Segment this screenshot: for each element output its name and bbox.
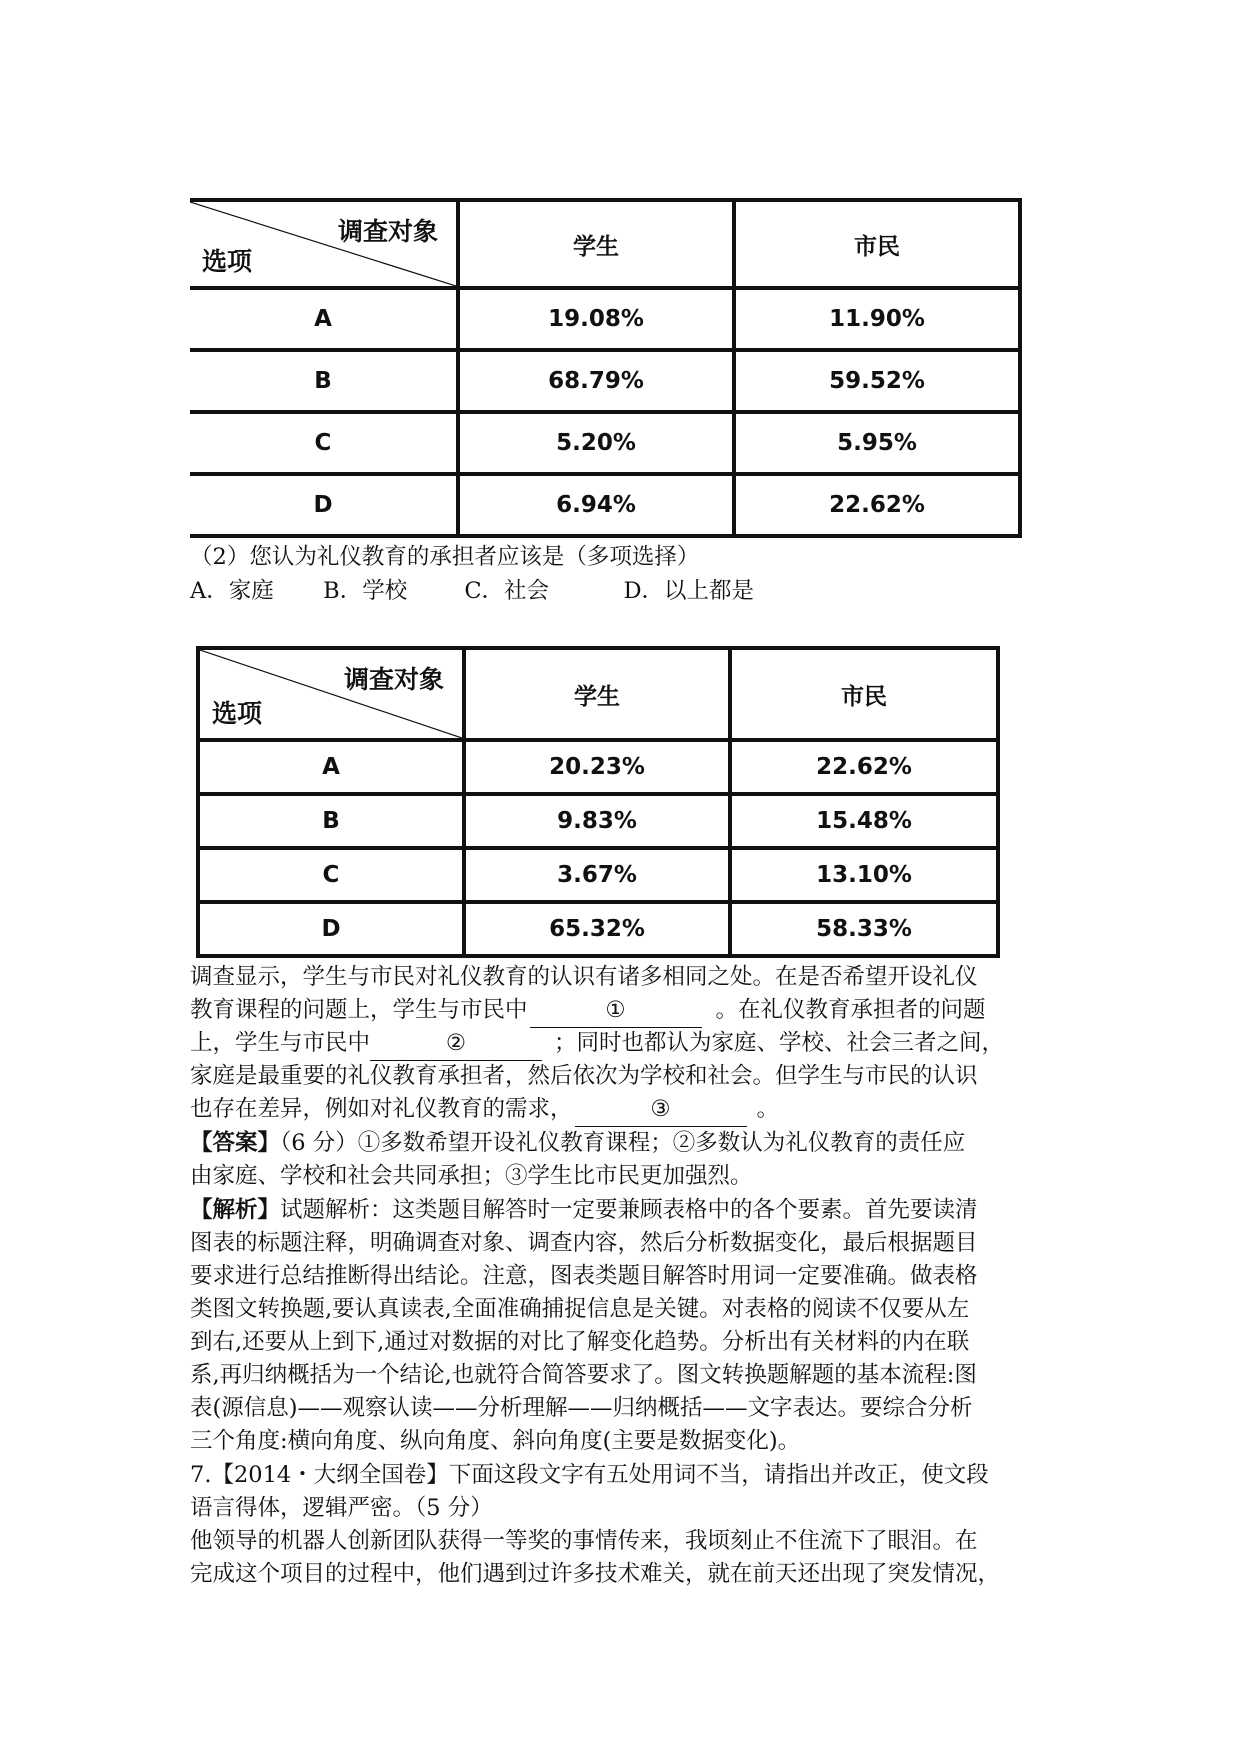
students-value: 5.20% bbox=[458, 412, 734, 474]
citizens-value: 5.95% bbox=[734, 412, 1020, 474]
question-2-options bbox=[190, 575, 754, 608]
row-option: A bbox=[190, 288, 458, 350]
citizens-value: 15.48% bbox=[730, 794, 998, 848]
survey-table-1 bbox=[190, 198, 1022, 538]
table-row bbox=[198, 902, 998, 956]
analysis-line: 要求进行总结推断得出结论。注意，图表类题目解答时用词一定要准确。做表格 bbox=[190, 1263, 978, 1289]
column-header-students: 学生 bbox=[464, 648, 730, 740]
passage-line: 调查显示，学生与市民对礼仪教育的认识有诸多相同之处。在是否希望开设礼仪 bbox=[190, 964, 978, 990]
citizens-value: 22.62% bbox=[734, 474, 1020, 536]
table-row bbox=[190, 288, 1020, 350]
table-row bbox=[198, 794, 998, 848]
analysis-label: 【解析】 bbox=[190, 1197, 281, 1223]
header-option: 选项 bbox=[212, 699, 263, 728]
header-option: 选项 bbox=[202, 247, 253, 276]
table-header-diagonal-cell bbox=[190, 200, 458, 288]
table-header-diagonal-cell bbox=[198, 648, 464, 740]
analysis-line: 到右,还要从上到下,通过对数据的对比了解变化趋势。分析出有关材料的内在联 bbox=[190, 1329, 970, 1355]
answer-label: 【答案】 bbox=[190, 1130, 281, 1156]
passage-line: 上，学生与市民中 ② ；同时也都认为家庭、学校、社会三者之间， bbox=[190, 1027, 1004, 1061]
question-7-line: 他领导的机器人创新团队获得一等奖的事情传来，我顷刻止不住流下了眼泪。在 bbox=[190, 1528, 978, 1554]
row-option: B bbox=[190, 350, 458, 412]
passage-line: 也存在差异，例如对礼仪教育的需求， ③ 。 bbox=[190, 1093, 779, 1127]
students-value: 19.08% bbox=[458, 288, 734, 350]
table-row bbox=[190, 412, 1020, 474]
citizens-value: 13.10% bbox=[730, 848, 998, 902]
blank-3: ③ bbox=[575, 1093, 747, 1127]
row-option: C bbox=[190, 412, 458, 474]
analysis-line: 系,再归纳概括为一个结论,也就符合简答要求了。图文转换题解题的基本流程:图 bbox=[190, 1362, 977, 1388]
table-row bbox=[198, 848, 998, 902]
students-value: 6.94% bbox=[458, 474, 734, 536]
survey-table-2 bbox=[196, 646, 1000, 958]
column-header-citizens: 市民 bbox=[734, 200, 1020, 288]
row-option: B bbox=[198, 794, 464, 848]
blank-1: ① bbox=[530, 994, 702, 1028]
column-header-students: 学生 bbox=[458, 200, 734, 288]
students-value: 20.23% bbox=[464, 740, 730, 794]
row-option: A bbox=[198, 740, 464, 794]
students-value: 68.79% bbox=[458, 350, 734, 412]
analysis-line: 三个角度:横向角度、纵向角度、斜向角度(主要是数据变化)。 bbox=[190, 1428, 801, 1454]
passage-line: 教育课程的问题上，学生与市民中 ① 。在礼仪教育承担者的问题 bbox=[190, 994, 986, 1028]
blank-2: ② bbox=[370, 1027, 542, 1061]
students-value: 65.32% bbox=[464, 902, 730, 956]
option-a: A．家庭 bbox=[190, 578, 274, 604]
column-header-citizens: 市民 bbox=[730, 648, 998, 740]
table-row bbox=[190, 350, 1020, 412]
question-7-line: 7.【2014・大纲全国卷】下面这段文字有五处用词不当，请指出并改正，使文段 bbox=[190, 1462, 989, 1488]
question-7-line: 完成这个项目的过程中，他们遇到过许多技术难关，就在前天还出现了突发情况， bbox=[190, 1561, 1001, 1587]
citizens-value: 59.52% bbox=[734, 350, 1020, 412]
citizens-value: 11.90% bbox=[734, 288, 1020, 350]
option-b: B．学校 bbox=[323, 578, 408, 604]
table-row bbox=[198, 740, 998, 794]
row-option: D bbox=[190, 474, 458, 536]
question-7-line: 语言得体，逻辑严密。（5 分） bbox=[190, 1495, 493, 1521]
analysis-line: 图表的标题注释，明确调查对象、调查内容，然后分析数据变化，最后根据题目 bbox=[190, 1230, 978, 1256]
row-option: D bbox=[198, 902, 464, 956]
analysis-line: 表(源信息)——观察认读——分析理解——归纳概括——文字表达。要综合分析 bbox=[190, 1395, 973, 1421]
table-row bbox=[190, 474, 1020, 536]
question-2-stem: （2）您认为礼仪教育的承担者应该是（多项选择） bbox=[190, 544, 700, 570]
citizens-value: 22.62% bbox=[730, 740, 998, 794]
passage-line: 家庭是最重要的礼仪教育承担者，然后依次为学校和社会。但学生与市民的认识 bbox=[190, 1063, 978, 1089]
answer-line: 由家庭、学校和社会共同承担；③学生比市民更加强烈。 bbox=[190, 1163, 753, 1189]
option-c: C．社会 bbox=[464, 578, 550, 604]
students-value: 9.83% bbox=[464, 794, 730, 848]
answer-line: 【答案】（6 分）①多数希望开设礼仪教育课程；②多数认为礼仪教育的责任应 bbox=[190, 1130, 966, 1156]
header-survey-target: 调查对象 bbox=[337, 217, 438, 246]
header-survey-target: 调查对象 bbox=[343, 665, 444, 694]
students-value: 3.67% bbox=[464, 848, 730, 902]
option-d: D．以上都是 bbox=[623, 578, 755, 604]
row-option: C bbox=[198, 848, 464, 902]
analysis-line: 类图文转换题,要认真读表,全面准确捕捉信息是关键。对表格的阅读不仅要从左 bbox=[190, 1296, 970, 1322]
analysis-line: 【解析】试题解析：这类题目解答时一定要兼顾表格中的各个要素。首先要读清 bbox=[190, 1197, 978, 1223]
citizens-value: 58.33% bbox=[730, 902, 998, 956]
